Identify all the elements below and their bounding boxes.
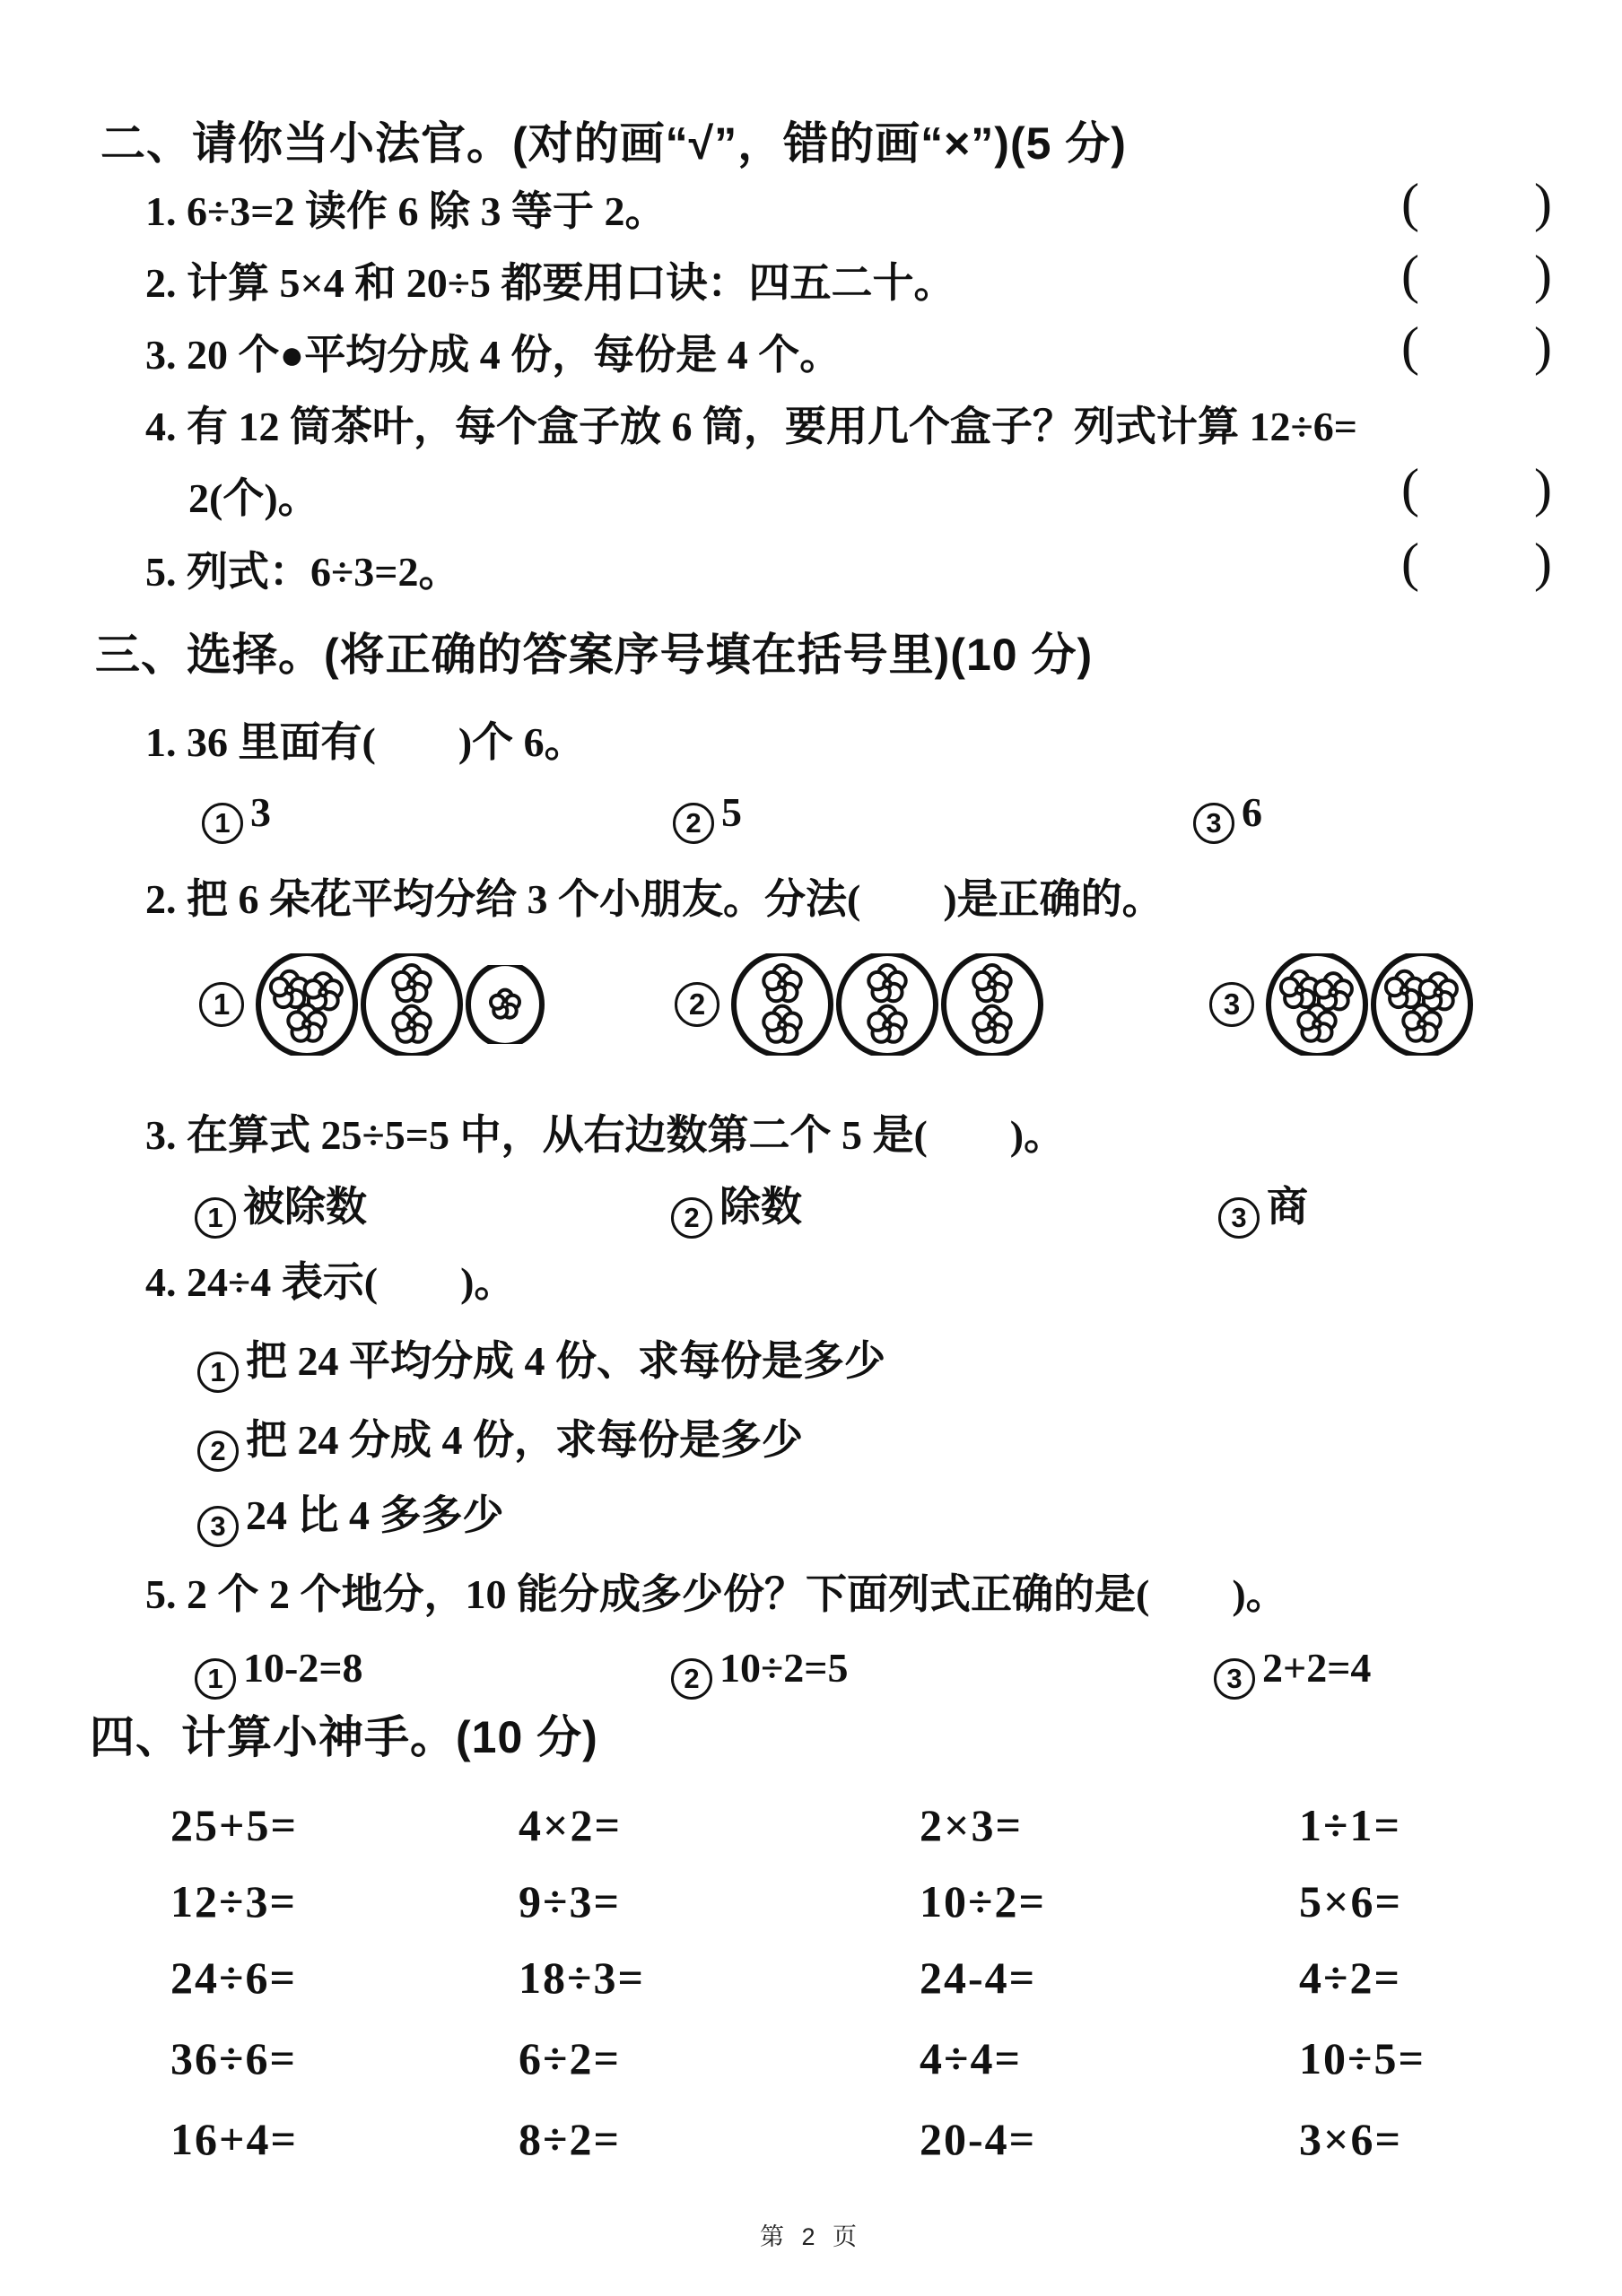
section3-heading: 三、选择。(将正确的答案序号填在括号里)(10 分): [95, 630, 1094, 680]
choice-q2-text: 2. 把 6 朵花平均分给 3 个小朋友。分法( )是正确的。: [145, 876, 1164, 922]
option-badge: 2: [673, 803, 714, 844]
option-2: [671, 1643, 848, 1700]
option-badge: 1: [199, 982, 244, 1027]
option-text: 3: [250, 789, 271, 835]
option-badge: 1: [195, 1658, 236, 1700]
choice-q4-option-2: [197, 1415, 803, 1472]
tf-item-2: 2. 计算 5×4 和 20÷5 都要用口诀：四五二十。: [145, 260, 955, 306]
tf-item-5: 5. 列式：6÷3=2。: [145, 549, 460, 595]
choice-q5-options: [0, 1643, 1622, 1700]
flower-circle: [1266, 953, 1368, 1056]
paren-close: ): [1534, 458, 1552, 517]
flower-group-3: [1209, 949, 1473, 1060]
choice-q4-option-1: [197, 1336, 885, 1393]
paren-open: (: [1401, 173, 1419, 232]
choice-q4-text: 4. 24÷4 表示( )。: [145, 1259, 516, 1305]
tf-item-1: 1. 6÷3=2 读作 6 除 3 等于 2。: [145, 188, 667, 234]
section2-heading: 二、请你当小法官。(对的画“√”，错的画“×”)(5 分): [100, 118, 1127, 169]
calc-expression: 5×6=: [1299, 1876, 1402, 1926]
option-text: 6: [1242, 789, 1262, 835]
tf-item-3: 3. 20 个●平均分成 4 份，每份是 4 个。: [145, 332, 842, 378]
flower-group-1: [199, 949, 545, 1060]
option-badge: 2: [671, 1658, 712, 1700]
choice-q4-option-3: [197, 1491, 504, 1547]
answer-parentheses: [1401, 173, 1552, 232]
option-text: 24 比 4 多多少: [246, 1492, 504, 1538]
option-text: 2+2=4: [1262, 1645, 1372, 1691]
option-2: [673, 787, 742, 844]
option-text: 被除数: [243, 1184, 367, 1230]
calc-expression: 4×2=: [519, 1800, 622, 1850]
option-badge: 1: [202, 803, 243, 844]
calc-row-3: [0, 1953, 1622, 2011]
calc-expression: 16+4=: [170, 2114, 298, 2164]
calc-row-1: [0, 1801, 1622, 1858]
calc-expression: 6÷2=: [519, 2033, 621, 2083]
option-badge: 1: [195, 1197, 236, 1239]
choice-q1-text: 1. 36 里面有( )个 6。: [145, 719, 586, 765]
paren-close: ): [1534, 173, 1552, 232]
calc-expression: 18÷3=: [519, 1952, 645, 2003]
option-1: [195, 1643, 363, 1700]
section4-heading: 四、计算小神手。(10 分): [90, 1712, 598, 1762]
page-number: 第 2 页: [759, 2223, 863, 2250]
calc-expression: 24-4=: [920, 1952, 1037, 2003]
calc-expression: 9÷3=: [519, 1876, 621, 1926]
calc-expression: 2×3=: [920, 1800, 1023, 1850]
option-badge: 3: [1193, 803, 1234, 844]
calc-expression: 20-4=: [920, 2114, 1037, 2164]
calc-row-4: [0, 2034, 1622, 2092]
tf-item-4-line1: 4. 有 12 筒茶叶，每个盒子放 6 筒，要用几个盒子？列式计算 12÷6=: [145, 404, 1357, 449]
flower-circle: [836, 953, 938, 1056]
tf-item-4-line2: 2(个)。: [188, 475, 319, 521]
choice-q3-text: 3. 在算式 25÷5=5 中，从右边数第二个 5 是( )。: [145, 1112, 1066, 1158]
answer-parentheses: [1401, 317, 1552, 376]
option-3: [1193, 787, 1262, 844]
answer-parentheses: [1401, 458, 1552, 517]
answer-parentheses: [1401, 533, 1552, 592]
option-badge: 3: [1214, 1658, 1255, 1700]
calc-expression: 24÷6=: [170, 1952, 297, 2003]
option-text: 把 24 平均分成 4 份、求每份是多少: [246, 1338, 885, 1384]
option-badge: 2: [675, 982, 719, 1027]
calc-expression: 1÷1=: [1299, 1800, 1401, 1850]
calc-expression: 4÷2=: [1299, 1952, 1401, 2003]
calc-expression: 25+5=: [170, 1800, 298, 1850]
choice-q1-options: [0, 787, 1622, 845]
paren-close: ): [1534, 317, 1552, 376]
flower-group-2: [675, 949, 1043, 1060]
flower-circle: [361, 953, 463, 1056]
flower-circle: [941, 953, 1043, 1056]
calc-expression: 8÷2=: [519, 2114, 621, 2164]
paren-open: (: [1401, 245, 1419, 304]
option-badge: 3: [197, 1506, 239, 1547]
calc-expression: 4÷4=: [920, 2033, 1022, 2083]
calc-expression: 36÷6=: [170, 2033, 297, 2083]
answer-parentheses: [1401, 245, 1552, 304]
paren-open: (: [1401, 317, 1419, 376]
option-text: 商: [1267, 1184, 1308, 1230]
option-2: [671, 1182, 802, 1239]
option-text: 10-2=8: [243, 1645, 363, 1691]
flower-circle: [256, 953, 358, 1056]
paren-close: ): [1534, 245, 1552, 304]
calc-row-2: [0, 1877, 1622, 1935]
choice-q3-options: [0, 1182, 1622, 1239]
option-badge: 3: [1218, 1197, 1260, 1239]
option-badge: 2: [671, 1197, 712, 1239]
option-badge: 3: [1209, 982, 1254, 1027]
calc-row-5: [0, 2115, 1622, 2172]
paren-open: (: [1401, 533, 1419, 592]
paren-open: (: [1401, 458, 1419, 517]
option-badge: 2: [197, 1431, 239, 1472]
flower-circle: [1371, 953, 1473, 1056]
option-text: 5: [721, 789, 742, 835]
paren-close: ): [1534, 533, 1552, 592]
calc-expression: 10÷2=: [920, 1876, 1046, 1926]
option-3: [1218, 1182, 1308, 1239]
option-text: 把 24 分成 4 份，求每份是多少: [246, 1417, 803, 1463]
calc-expression: 10÷5=: [1299, 2033, 1426, 2083]
option-1: [195, 1182, 367, 1239]
calc-expression: 3×6=: [1299, 2114, 1402, 2164]
option-1: [202, 787, 271, 844]
calc-expression: 12÷3=: [170, 1876, 297, 1926]
flower-circle: [466, 965, 545, 1044]
option-text: 10÷2=5: [719, 1645, 849, 1691]
choice-q5-text: 5. 2 个 2 个地分，10 能分成多少份？下面列式正确的是( )。: [145, 1571, 1287, 1617]
option-badge: 1: [197, 1352, 239, 1393]
option-3: [1214, 1643, 1371, 1700]
option-text: 除数: [719, 1184, 802, 1230]
flower-circle: [731, 953, 833, 1056]
